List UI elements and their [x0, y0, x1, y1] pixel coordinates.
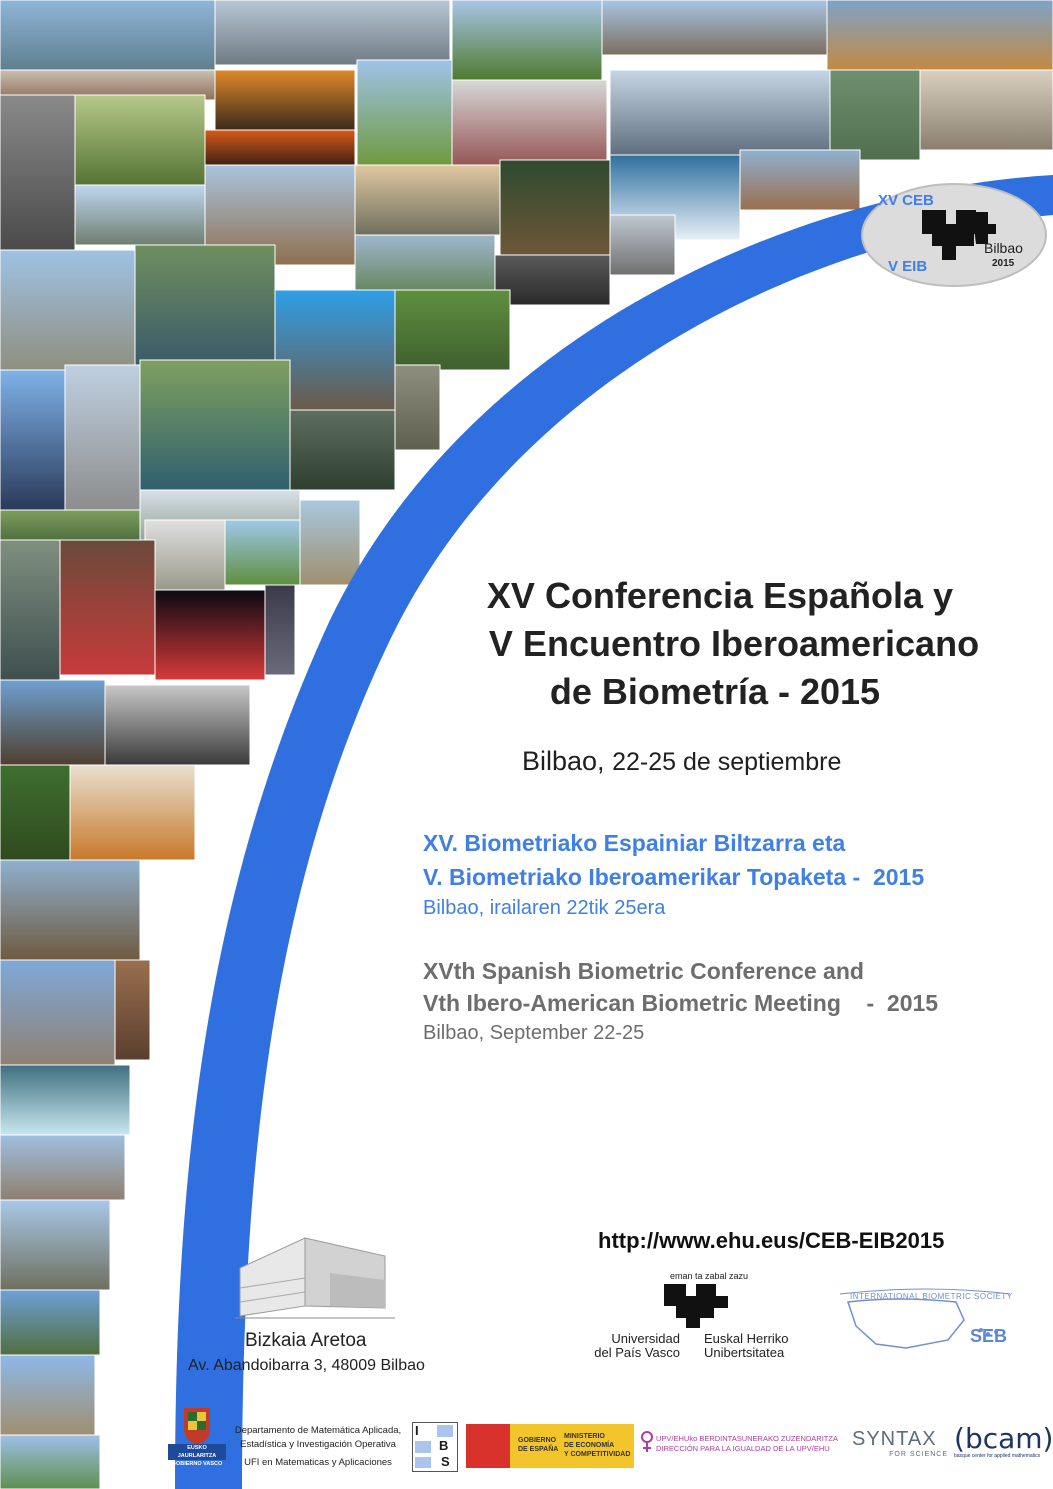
department-text: [228, 1424, 408, 1470]
ehu-motto: eman ta zabal zazu: [670, 1271, 749, 1281]
syntax-word: SYNTAX: [852, 1428, 937, 1450]
basque-line1: XV. Biometriako Espainiar Biltzarra eta: [423, 830, 846, 856]
collage-photo: [65, 365, 140, 515]
collage-photo: [0, 540, 60, 680]
collage-photo: [300, 500, 360, 585]
collage-photo: [155, 590, 265, 680]
syntax-logo: [852, 1428, 948, 1464]
subtitle: [522, 746, 841, 777]
upv-line2: DIRECCIÓN PARA LA IGUALDAD DE LA UPV/EHU: [656, 1444, 830, 1453]
conference-url-link[interactable]: http://www.ehu.eus/CEB-EIB2015: [598, 1228, 945, 1253]
collage-photo: [827, 0, 1053, 70]
subtitle-city: Bilbao,: [522, 746, 605, 776]
collage-photo: [0, 680, 105, 765]
seb-ring-text: INTERNATIONAL BIOMETRIC SOCIETY: [850, 1292, 1013, 1301]
collage-photo: [215, 70, 355, 130]
collage-photo: [105, 685, 250, 765]
ibs-logo: [412, 1422, 458, 1472]
syntax-sub: FOR SCIENCE: [889, 1451, 948, 1458]
collage-photo: [0, 1135, 125, 1200]
collage-photo: [0, 95, 75, 250]
gv-line2: GOBIERNO VASCO: [171, 1461, 223, 1467]
bcam-bracket-left: (: [954, 1422, 965, 1455]
collage-photo: [275, 290, 395, 410]
basque-shield-icon: [168, 1406, 226, 1446]
subtitle-dates: 22-25 de septiembre: [612, 748, 842, 776]
ehu-emblem-icon: [662, 1282, 730, 1328]
venue-name: Bizkaia Aretoa: [245, 1330, 367, 1351]
collage-photo: [140, 360, 290, 490]
collage-photo: [75, 95, 205, 190]
collage-photo: [290, 410, 395, 490]
english-line3: Bilbao, September 22-25: [423, 1022, 645, 1044]
collage-photo: [0, 1290, 100, 1355]
dept-line1: Departamento de Matemática Aplicada,: [234, 1425, 402, 1436]
collage-photo: [452, 0, 602, 80]
gobierno-espana-logo: [466, 1424, 634, 1468]
gv-line1: EUSKO JAURLARITZA: [177, 1445, 217, 1459]
bcam-bracket-right: ): [1042, 1422, 1053, 1455]
min-line2: DE ECONOMÍA: [564, 1442, 615, 1449]
min-line3: Y COMPETITIVIDAD: [564, 1451, 631, 1458]
english-line1: XVth Spanish Biometric Conference and: [423, 958, 864, 984]
logo-line1: XV CEB: [878, 192, 934, 209]
ibs-b: B: [439, 1438, 449, 1453]
upv-equality-logo: [640, 1428, 850, 1468]
collage-photo: [0, 250, 135, 370]
collage-photo: [602, 0, 827, 55]
collage-photo: [75, 185, 205, 245]
basque-line3: Bilbao, irailaren 22tik 25era: [423, 897, 666, 919]
venue-address: Av. Abandoibarra 3, 48009 Bilbao: [188, 1357, 425, 1374]
ehu-left2: del País Vasco: [594, 1345, 680, 1360]
collage-photo: [0, 765, 70, 860]
ehu-left: [590, 1332, 680, 1360]
bcam-logo: [954, 1422, 1053, 1470]
collage-photo: [70, 765, 195, 860]
ehu-right: [704, 1332, 789, 1360]
ehu-right2: Unibertsitatea: [704, 1345, 785, 1360]
ibs-square2: [415, 1441, 431, 1453]
collage-photo: [0, 510, 140, 540]
collage-photo: [0, 0, 215, 70]
title-line1: XV Conferencia Española y: [486, 575, 954, 616]
ibs-s: S: [441, 1454, 450, 1469]
ehu-left1: Universidad: [611, 1331, 680, 1346]
bcam-sub: basque center for applied mathematics: [954, 1453, 1041, 1459]
english-block: [423, 955, 938, 1047]
collage-photo: [740, 150, 860, 210]
collage-photo: [115, 960, 150, 1060]
collage-photo: [145, 520, 225, 590]
basque-line2: V. Biometriako Iberoamerikar Topaketa - 2015: [423, 864, 925, 890]
seb-acronym: SEB: [970, 1326, 1008, 1346]
collage-photo: [355, 165, 500, 235]
spain-shield-icon: [466, 1424, 510, 1468]
collage-photo: [0, 1065, 130, 1135]
collage-photo: [495, 255, 610, 305]
collage-photo: [610, 70, 830, 155]
min-line1: MINISTERIO: [564, 1433, 605, 1440]
collage-photo: [135, 245, 275, 365]
gob-line2: DE ESPAÑA: [518, 1446, 559, 1453]
dept-line2: Estadística y Investigación Operativa: [240, 1439, 396, 1450]
ibs-square3: [415, 1457, 431, 1468]
collage-photo: [610, 215, 675, 275]
bcam-text: bcam: [964, 1422, 1043, 1455]
collage-photo: [920, 70, 1053, 150]
logo-year: 2015: [992, 258, 1015, 269]
ehu-logo: [590, 1270, 800, 1365]
collage-photo: [830, 70, 920, 160]
gobierno-vasco-logo: [168, 1406, 226, 1474]
basque-block: [423, 826, 924, 922]
collage-photo: [265, 585, 295, 675]
collage-photo: [357, 60, 452, 165]
collage-photo: [0, 370, 65, 510]
logo-city: Bilbao: [984, 240, 1023, 256]
collage-photo: [205, 130, 355, 170]
upv-line1: UPV/EHUko BERDINTASUNERAKO ZUZENDARITZA: [656, 1434, 838, 1443]
venue-building-image: [235, 1228, 395, 1323]
ibs-i: I: [415, 1423, 419, 1438]
collage-photo: [395, 290, 510, 370]
collage-photo: [215, 0, 450, 65]
dept-line3: UFI en Matematicas y Aplicaciones: [244, 1457, 392, 1468]
gv-band: [168, 1444, 226, 1467]
collage-photo: [0, 960, 115, 1070]
bcam-word: [954, 1422, 1053, 1455]
logo-line2: V EIB: [888, 258, 928, 275]
english-line2: Vth Ibero-American Biometric Meeting - 2015: [423, 990, 939, 1016]
conference-logo: [860, 182, 1048, 288]
page-title: [430, 572, 1010, 716]
collage-photo: [60, 540, 155, 675]
title-line2: V Encuentro Iberoamericano: [488, 623, 980, 664]
title-line3: de Biometría - 2015: [549, 671, 881, 712]
ibs-square: [437, 1425, 453, 1437]
female-symbol-icon: [640, 1430, 654, 1454]
collage-photo: [0, 860, 140, 960]
collage-photo: [0, 1435, 100, 1489]
collage-photo: [0, 1355, 95, 1435]
seb-logo: [836, 1282, 1016, 1364]
collage-photo: [0, 1200, 110, 1290]
collage-photo: [395, 365, 440, 450]
gob-line1: GOBIERNO: [518, 1437, 557, 1444]
collage-photo: [225, 520, 300, 585]
ehu-right1: Euskal Herriko: [704, 1331, 789, 1346]
